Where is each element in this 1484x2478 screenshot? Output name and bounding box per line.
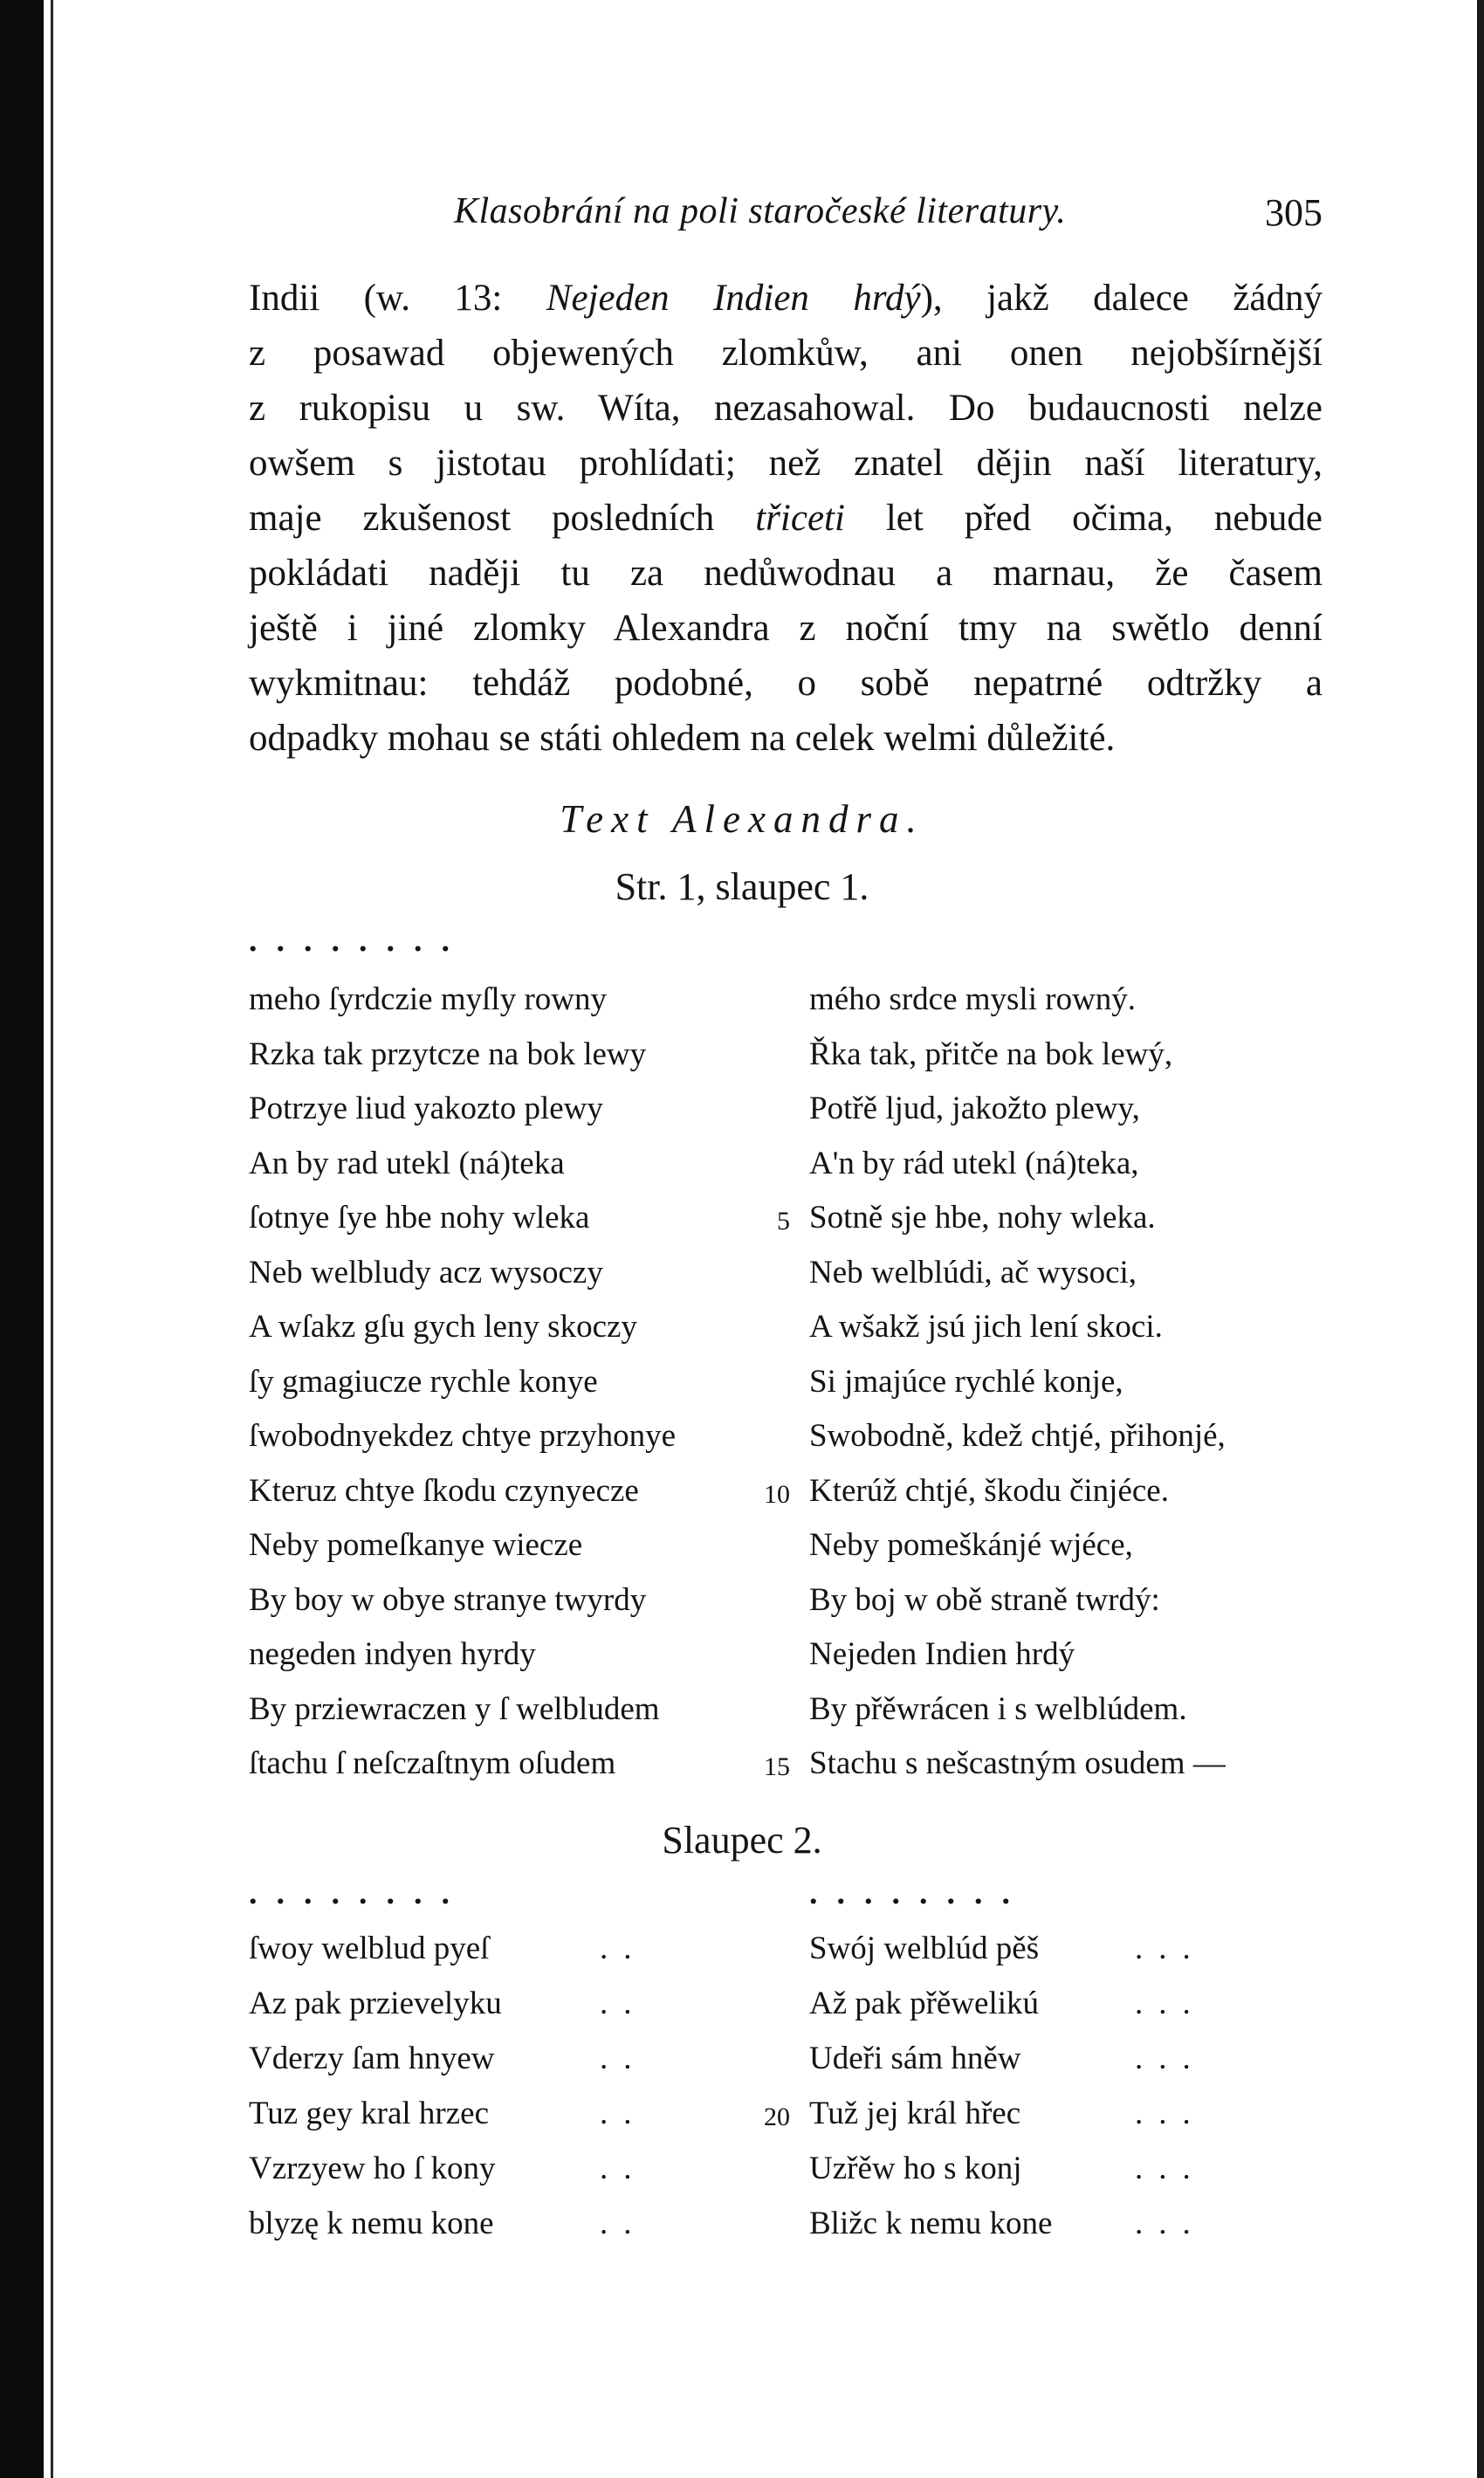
body-italic-segment: Nejeden Indien hrdý	[546, 278, 921, 319]
verse-row	[249, 1518, 1323, 1573]
verse-original: Tuz gey kral hrzec	[249, 2096, 490, 2131]
verse-row	[249, 1191, 1323, 1246]
verse-original-dots: ..	[600, 2041, 648, 2076]
ellipsis-dots-1: ........	[249, 922, 469, 959]
verse-transcription: Neby pomeškánjé wjéce,	[809, 1527, 1133, 1563]
body-paragraph	[249, 271, 1323, 766]
verse-transcription: Až pak přěwelikú	[809, 1986, 1040, 2021]
verse-original: Neby pomeſkanye wiecze	[249, 1527, 583, 1563]
verse-original: ſy gmagiucze rychle konye	[249, 1363, 598, 1400]
verse-number: 20	[764, 2103, 790, 2131]
verse-original: An by rad utekl (ná)teka	[249, 1145, 565, 1181]
verse-original: ſwobodnyekdez chtye przyhonye	[249, 1418, 677, 1454]
verse-transcription: A wšakž jsú jich lení skoci.	[809, 1309, 1163, 1345]
verse-row	[249, 1737, 1323, 1792]
page-number: 305	[1265, 191, 1323, 234]
body-line	[249, 271, 1323, 326]
verse-row	[249, 1028, 1323, 1083]
body-text-segment: owšem s jistotau prohlídati; než znatel dějin naší literatury,	[249, 443, 1323, 484]
verse-original-dots: ..	[600, 2096, 648, 2131]
verse-row	[249, 2141, 1323, 2196]
verse-row	[249, 2196, 1323, 2251]
body-text-segment: pokládati naději tu za nedůwodnau a marnau, že časem	[249, 553, 1323, 594]
verse-transcription: Swobodně, kdež chtjé, přihonjé,	[809, 1418, 1226, 1454]
verse-transcription: A'n by rád utekl (ná)teka,	[809, 1145, 1139, 1181]
body-line	[249, 326, 1323, 381]
verse-transcription-dots: ...	[1135, 2096, 1206, 2131]
verse-transcription: Stachu s nešcastným osudem —	[809, 1745, 1226, 1781]
body-line	[249, 711, 1323, 766]
verse-transcription: Řka tak, přitče na bok lewý,	[809, 1036, 1173, 1072]
verse-transcription: Swój welblúd pěš	[809, 1931, 1040, 1966]
running-title: Klasobrání na poli staročeské literatury.	[454, 191, 1067, 231]
verse-original: ſtachu ſ neſczaſtnym oſudem	[249, 1745, 616, 1781]
verse-row	[249, 1082, 1323, 1137]
verse-original: A wſakz gſu gych leny skoczy	[249, 1309, 637, 1345]
verse-original: Vderzy ſam hnyew	[249, 2041, 495, 2076]
verse-original-dots: ..	[600, 2206, 648, 2241]
page-header	[249, 190, 1323, 243]
verse-original: Kteruz chtye ſkodu czynyecze	[249, 1472, 639, 1509]
section-title: Text Alexandra.	[560, 797, 924, 841]
body-text-segment: Indii (w. 13:	[249, 278, 546, 319]
body-line	[249, 546, 1323, 601]
body-line	[249, 436, 1323, 491]
verse-column-2	[249, 1921, 1323, 2251]
verse-row	[249, 1573, 1323, 1628]
column-heading-2: Slaupec 2.	[662, 1819, 822, 1862]
verse-transcription-dots: ...	[1135, 1931, 1206, 1966]
verse-transcription: By přěwrácen i s welblúdem.	[809, 1690, 1187, 1727]
body-line	[249, 656, 1323, 711]
verse-row	[249, 1409, 1323, 1464]
ellipsis-dots-2-orig: ........	[249, 1875, 469, 1911]
verse-row	[249, 1976, 1323, 2031]
verse-original: Vzrzyew ho ſ kony	[249, 2151, 496, 2186]
ellipsis-dots-2-trans: ........	[809, 1875, 1029, 1911]
verse-row	[249, 1464, 1323, 1519]
verse-original: Neb welbludy acz wysoczy	[249, 1254, 603, 1291]
verse-number: 5	[777, 1207, 790, 1236]
verse-original-dots: ..	[600, 1986, 648, 2021]
verse-transcription-dots: ...	[1135, 2151, 1206, 2186]
verse-row	[249, 973, 1323, 1028]
verse-original-dots: ..	[600, 2151, 648, 2186]
body-text-segment: ještě i jiné zlomky Alexandra z noční tmy na swětlo denní	[249, 608, 1323, 649]
body-italic-segment: třiceti	[755, 498, 845, 539]
verse-row	[249, 2031, 1323, 2086]
verse-row	[249, 1683, 1323, 1738]
scan-left-edge	[0, 0, 44, 2478]
column-heading-1: Str. 1, slaupec 1.	[615, 865, 869, 908]
verse-original: meho ſyrdczie myſly rowny	[249, 981, 607, 1017]
verse-row	[249, 1921, 1323, 1976]
body-text-segment: maje zkušenost posledních	[249, 498, 756, 539]
verse-original: Potrzye liud yakozto plewy	[249, 1091, 603, 1126]
verse-row	[249, 1628, 1323, 1683]
verse-transcription: Bližc k nemu kone	[809, 2206, 1053, 2241]
verse-transcription: Uzřěw ho s konj	[809, 2151, 1022, 2186]
scan-right-edge	[1477, 0, 1484, 2478]
verse-column-1	[249, 973, 1323, 1792]
verse-original: ſwoy welblud pyeſ	[249, 1931, 490, 1966]
body-text-segment: z rukopisu u sw. Wíta, nezasahowal. Do budaucnosti nelze	[249, 388, 1323, 429]
verse-original: Rzka tak przytcze na bok lewy	[249, 1036, 647, 1072]
verse-transcription: Si jmajúce rychlé konje,	[809, 1363, 1123, 1400]
body-line	[249, 381, 1323, 436]
verse-transcription: Kterúž chtjé, škodu činjéce.	[809, 1472, 1169, 1509]
body-text-segment: ), jakž dalece žádný	[920, 278, 1323, 319]
body-line	[249, 601, 1323, 656]
body-text-segment: let před očima, nebude	[844, 498, 1323, 539]
verse-original: Az pak przievelyku	[249, 1986, 502, 2021]
verse-original-dots: ..	[600, 1931, 648, 1966]
verse-original: By boy w obye stranye twyrdy	[249, 1581, 647, 1618]
body-text-segment: wykmitnau: tehdáž podobné, o sobě nepatrné odtržky a	[249, 663, 1323, 704]
verse-transcription-dots: ...	[1135, 1986, 1206, 2021]
scan-gutter-line	[51, 0, 53, 2478]
verse-number: 10	[764, 1479, 790, 1509]
verse-transcription: Tuž jej král hřec	[809, 2096, 1021, 2131]
verse-transcription: Udeři sám hněw	[809, 2041, 1021, 2076]
verse-row	[249, 1300, 1323, 1355]
body-text-segment: odpadky mohau se státi ohledem na celek welmi důležité.	[249, 718, 1116, 759]
verse-original: negeden indyen hyrdy	[249, 1636, 536, 1672]
verse-original: By prziewraczen y ſ welbludem	[249, 1690, 660, 1727]
body-text-segment: z posawad objewených zlomkůw, ani onen nejobšírnější	[249, 333, 1323, 374]
verse-number: 15	[764, 1752, 790, 1781]
verse-transcription: Potřě ljud, jakožto plewy,	[809, 1091, 1140, 1126]
verse-row	[249, 2086, 1323, 2141]
verse-transcription: mého srdce mysli rowný.	[809, 981, 1137, 1017]
verse-row	[249, 1246, 1323, 1301]
verse-row	[249, 1355, 1323, 1410]
verse-row	[249, 1137, 1323, 1192]
verse-transcription: Sotně sje hbe, nohy wleka.	[809, 1200, 1156, 1236]
verse-transcription-dots: ...	[1135, 2041, 1206, 2076]
verse-original: blyzę k nemu kone	[249, 2206, 494, 2241]
body-line	[249, 491, 1323, 546]
verse-transcription: Nejeden Indien hrdý	[809, 1636, 1075, 1672]
verse-original: ſotnye ſye hbe nohy wleka	[249, 1200, 590, 1236]
verse-transcription: By boj w obě straně twrdý:	[809, 1581, 1160, 1618]
verse-transcription-dots: ...	[1135, 2206, 1206, 2241]
verse-transcription: Neb welblúdi, ač wysoci,	[809, 1254, 1137, 1291]
